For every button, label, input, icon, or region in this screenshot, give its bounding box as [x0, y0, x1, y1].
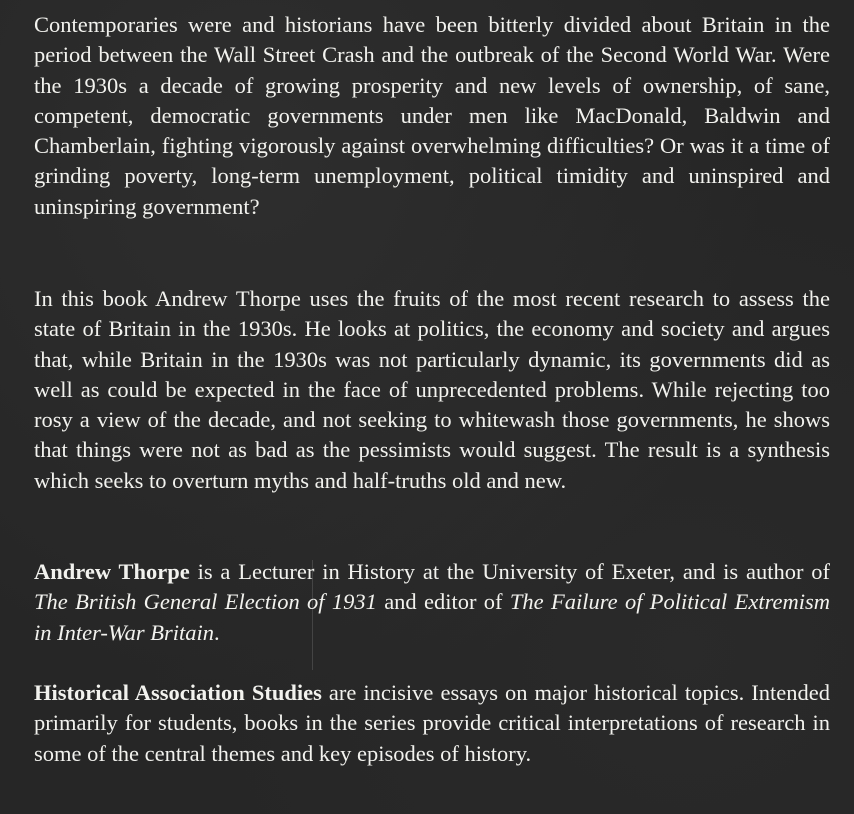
book-title-election: The British General Election of 1931 — [34, 589, 377, 615]
author-bio-paragraph — [34, 557, 830, 648]
author-bio-text: and editor of — [376, 589, 510, 615]
blurb-paragraph-summary: In this book Andrew Thorpe uses the fruits of the most recent research to assess the state of Britain in the 1930s. He looks at politics, the economy and society and argues that, while Britain in the 1930s was not particularly dynamic, its governments did as well as could be expected in the face of unprecedented problems. While rejecting too rosy a view of the decade, and not seeking to whitewash those governments, he shows that things were not as bad as the pessimists would suggest. The result is a synthesis which seeks to overturn myths and half-truths old and new. — [34, 286, 830, 493]
cover-crease-mark — [312, 560, 313, 670]
blurb-paragraph-intro: Contemporaries were and historians have been bitterly divided about Britain in the period between the Wall Street Crash and the outbreak of the Second World War. Were the 1930s a decade of growing prosperity and new levels of ownership, of sane, competent, democratic governments under men like MacDonald, Baldwin and Chamberlain, fighting vigorously against overwhelming difficulties? Or was it a time of grinding poverty, long-term unemployment, political timidity and uninspired and uninspiring government? — [34, 12, 830, 219]
series-name: Historical Association Studies — [34, 680, 322, 705]
author-bio-text: . — [213, 619, 220, 645]
book-title-extremism: The Failure of Political Extremism in Inter-War Britain — [34, 589, 830, 645]
series-description-text: are incisive essays on major historical topics. Intended primarily for students, books in the series provide critical interpretations of research in some of the central themes and key episodes of history. — [34, 680, 830, 766]
author-name: Andrew Thorpe — [34, 559, 190, 584]
author-bio-text: is a Lecturer in History at the University of Exeter, and is author of — [189, 559, 830, 584]
series-description-paragraph — [34, 678, 830, 769]
